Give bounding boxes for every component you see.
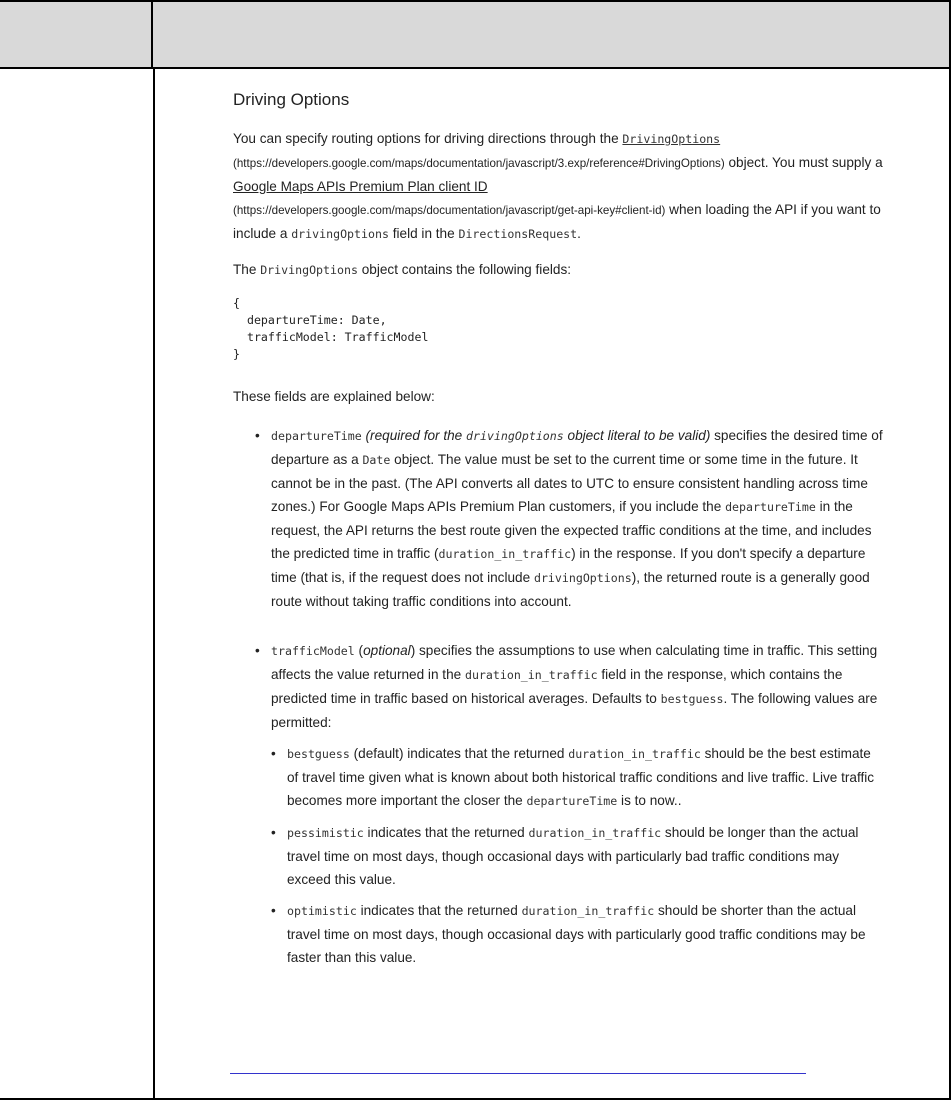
bullet-icon: •: [271, 825, 276, 840]
premium-client-id-link[interactable]: Google Maps APIs Premium Plan client ID: [233, 179, 488, 194]
header-cell-right: [153, 0, 951, 69]
fields-intro: The DrivingOptions object contains the following fields:: [233, 262, 572, 277]
list-item-traffic-model: • trafficModel (optional) specifies the assumptions to use when calculating time in traffic. This setting affects the value returned in the duration_in_traffic field in the response, which contains the predicted time in traffic based on historical averages. Defaults to bestguess. The following values are permitted: • bestguess (default) indicates that the returned duration_in_traffic should be the best estimate of travel time given what is known about both historical traffic conditions and live traffic. Live traffic becomes more important the closer the departureTime is to now.. • pessimistic indicates that the returned duration_in_traffic should be longer than the actual travel time on most days, though occasional days with particularly bad traffic conditions may exceed this value. • optimistic indicates that the returned duration_in_traffic should be shorter than the actual travel time on most days, though occasional days with particularly good traffic conditions may be faster than this value.: [233, 639, 883, 969]
code-block: { departureTime: Date, trafficModel: TrafficModel }: [233, 296, 429, 361]
bullet-icon: •: [271, 903, 276, 918]
table-top-border: [0, 0, 951, 2]
list-item-optimistic: • optimistic indicates that the returned duration_in_traffic should be shorter than the actual travel time on most days, though occasional days with particularly good traffic conditions may be faster than this value.: [233, 899, 883, 969]
list-item-pessimistic: • pessimistic indicates that the returned duration_in_traffic should be longer than the actual travel time on most days, though occasional days with particularly bad traffic conditions may exceed this value.: [233, 821, 883, 891]
bullet-icon: •: [271, 746, 276, 761]
fields-explained: These fields are explained below:: [233, 389, 435, 404]
field-list: [233, 424, 883, 969]
document-content: [233, 90, 883, 995]
header-cell-left: [0, 0, 153, 69]
intro-paragraph: You can specify routing options for driving directions through the DrivingOptions (https://developers.google.com/maps/documentation/javascript/3.exp/reference#DrivingOptions) object. You must supply a Google Maps APIs Premium Plan client ID (https://developers.google.com/maps/documentation/javascript/get-api-key#client-id) when loading the API if you want to include a drivingOptions field in the DirectionsRequest.: [233, 131, 883, 241]
driving-options-link[interactable]: DrivingOptions: [622, 132, 721, 146]
driving-options-url: (https://developers.google.com/maps/documentation/javascript/3.exp/reference#DrivingOptions): [233, 157, 725, 170]
section-heading: Driving Options: [233, 90, 350, 109]
client-id-url: (https://developers.google.com/maps/documentation/javascript/get-api-key#client-id): [233, 204, 666, 217]
bullet-icon: •: [255, 428, 260, 443]
bullet-icon: •: [255, 643, 260, 658]
list-item-departure-time: • departureTime (required for the drivingOptions object literal to be valid) specifies the desired time of departure as a Date object. The value must be set to the current time or some time in the future. It cannot be in the past. (The API converts all dates to UTC to ensure consistent handling across time zones.) For Google Maps APIs Premium Plan customers, if you include the departureTime in the request, the API returns the best route given the expected traffic conditions at the time, and includes the predicted time in traffic (duration_in_traffic) in the response. If you don't specify a departure time (that is, if the request does not include drivingOptions), the returned route is a generally good route without taking traffic conditions into account.: [233, 424, 883, 613]
column-divider: [153, 69, 155, 1100]
traffic-model-values: [233, 742, 883, 969]
list-item-bestguess: • bestguess (default) indicates that the returned duration_in_traffic should be the best estimate of travel time given what is known about both historical traffic conditions and live traffic. Live traffic becomes more important the closer the departureTime is to now..: [233, 742, 883, 813]
bottom-link-underline: [230, 1073, 806, 1074]
